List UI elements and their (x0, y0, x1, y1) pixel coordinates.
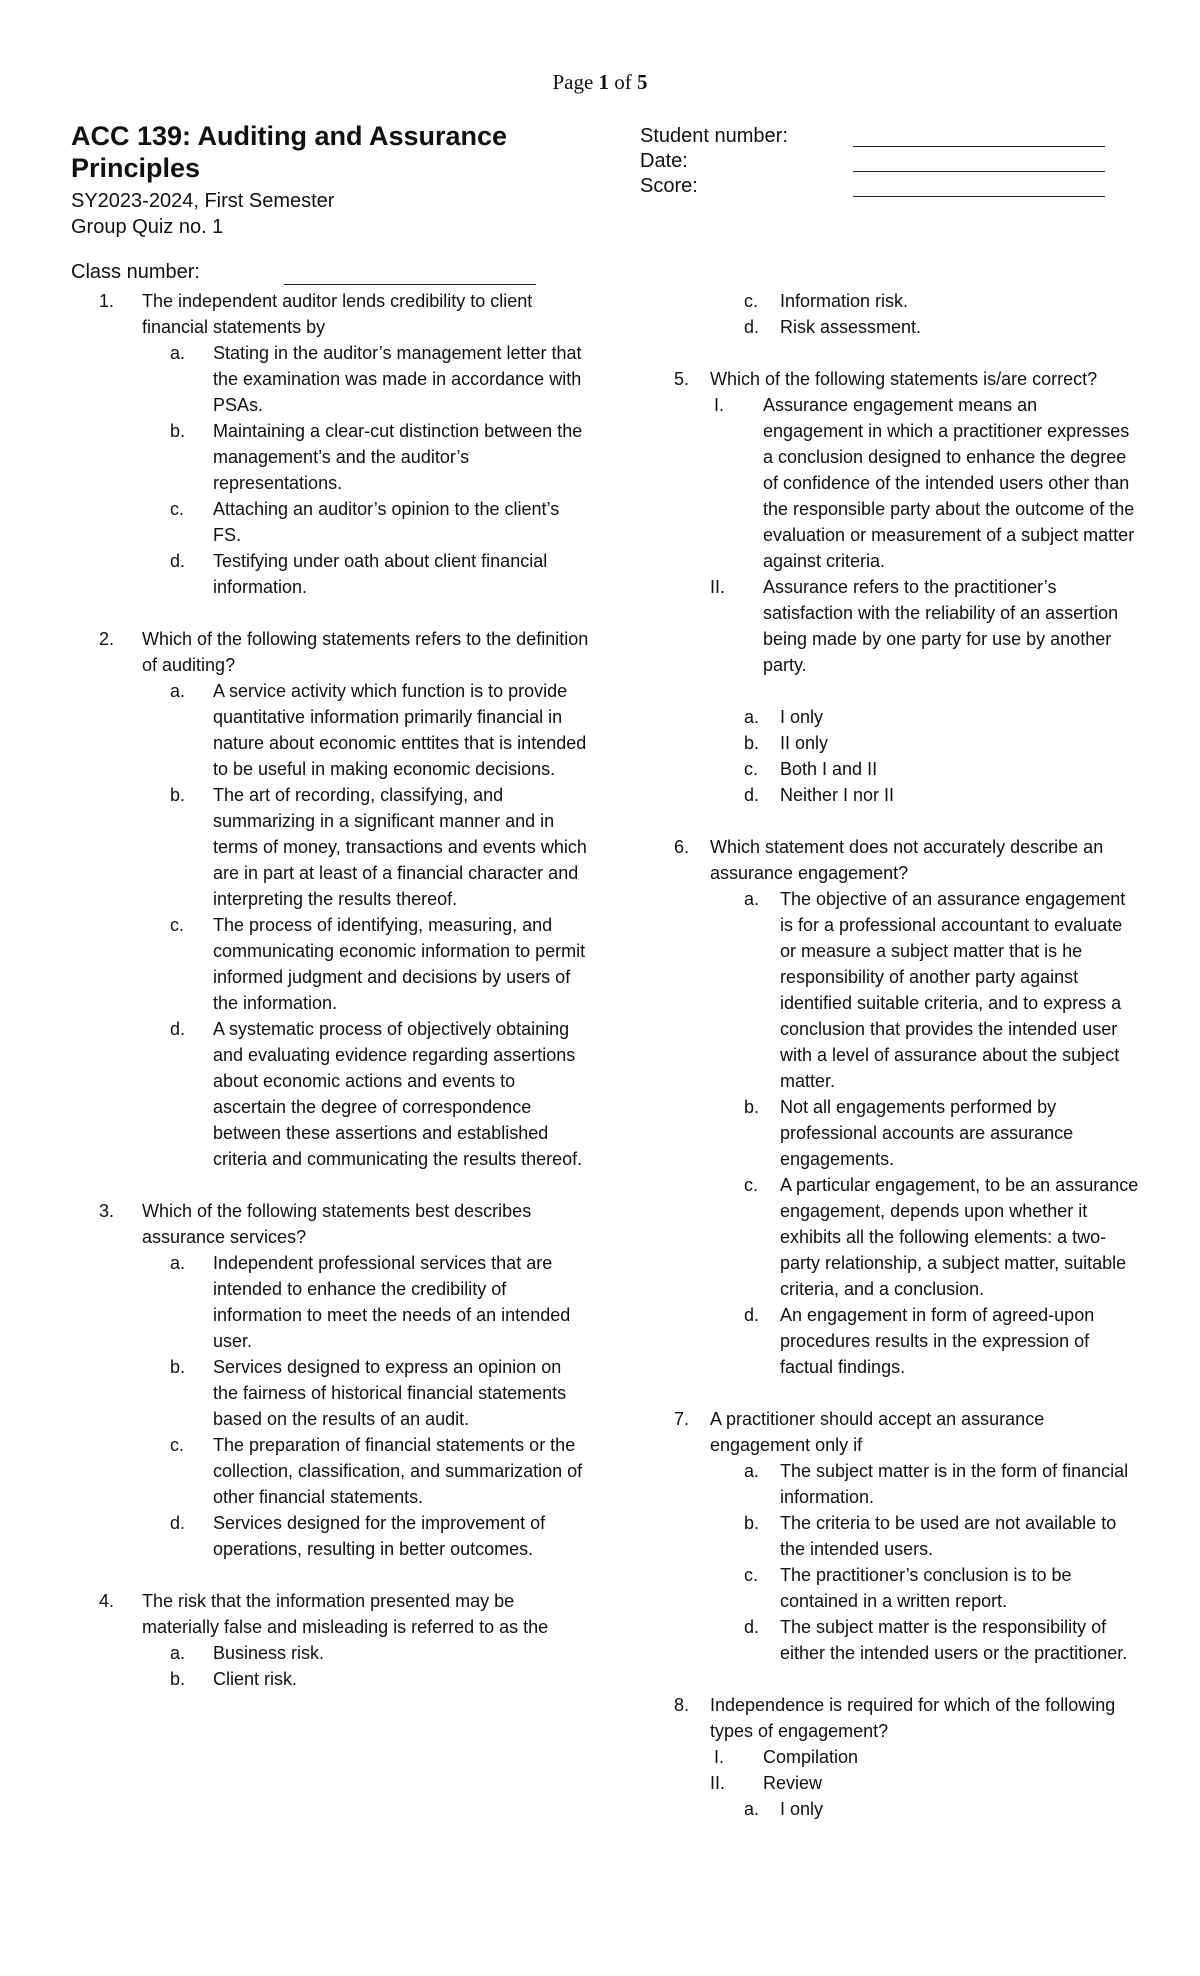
statement-text: Review (763, 1773, 823, 1793)
option-text: Testifying under oath about client financial information. (213, 551, 548, 597)
option-label: b. (744, 1513, 760, 1533)
semester: SY2023-2024, First Semester (71, 190, 335, 212)
option-label: a. (170, 343, 186, 363)
option-a[interactable] (640, 704, 1140, 730)
question-4-options-continued (640, 288, 1140, 340)
page-of: of (614, 70, 632, 94)
option-text: Maintaining a clear-cut distinction between the management’s and the auditor’s representations. (213, 421, 583, 493)
option-label: b. (170, 1357, 186, 1377)
option-label: b. (170, 1669, 186, 1689)
option-label: c. (744, 1565, 759, 1585)
option-text: Services designed for the improvement of operations, resulting in better outcomes. (213, 1513, 546, 1559)
option-b[interactable] (71, 782, 591, 912)
option-label: c. (170, 915, 185, 935)
question-number: 4. (99, 1591, 115, 1611)
question-3 (71, 1198, 591, 1250)
option-label: a. (744, 889, 760, 909)
option-label: d. (744, 317, 760, 337)
option-text: A service activity which function is to provide quantitative information primarily financial in nature about economic enttites that is intended to be useful in making economic decisions. (213, 681, 587, 779)
option-b[interactable] (640, 1510, 1140, 1562)
option-d[interactable] (640, 782, 1140, 808)
statement-ii (640, 1770, 1140, 1796)
option-text: Attaching an auditor’s opinion to the client’s FS. (213, 499, 560, 545)
statement-label: I. (714, 395, 725, 415)
question-6 (640, 834, 1140, 886)
date-field (640, 149, 788, 174)
option-text: The objective of an assurance engagement is for a professional accountant to evaluate or measure a subject matter that is he responsibility of another party against identified suitable criteria, and to express a conclusion that provides the intended user with a level of assurance about the subject matter. (780, 889, 1126, 1091)
option-d[interactable] (640, 314, 1140, 340)
option-label: c. (744, 759, 759, 779)
option-label: c. (170, 1435, 185, 1455)
question-5-options (640, 704, 1140, 808)
question-8-options (640, 1796, 1140, 1822)
student-fields (640, 124, 788, 199)
option-c[interactable] (640, 1562, 1140, 1614)
statement-text: Assurance engagement means an engagement in which a practitioner expresses a conclusion designed to enhance the degree of confidence of the intended users other than the responsible party about the outcome of the evaluation or measurement of a subject matter against criteria. (763, 395, 1135, 571)
option-text: Services designed to express an opinion on the fairness of historical financial statements based on the results of an audit. (213, 1357, 567, 1429)
option-d[interactable] (71, 548, 591, 600)
question-8 (640, 1692, 1140, 1744)
question-number: 3. (99, 1201, 115, 1221)
option-text: The subject matter is in the form of financial information. (780, 1461, 1129, 1507)
field-label: Student number: (640, 125, 788, 147)
option-label: c. (170, 499, 185, 519)
option-text: A systematic process of objectively obtaining and evaluating evidence regarding assertions about economic actions and events to ascertain the degree of correspondence between these assertions and established criteria and communicating the results thereof. (213, 1019, 583, 1169)
question-7 (640, 1406, 1140, 1458)
question-2 (71, 626, 591, 678)
option-c[interactable] (640, 1172, 1140, 1302)
page-label: Page (552, 70, 594, 94)
option-text: A particular engagement, to be an assurance engagement, depends upon whether it exhibits all the following elements: a two-party relationship, a subject matter, suitable criteria, and a conclusion. (780, 1175, 1139, 1299)
option-label: a. (170, 1253, 186, 1273)
option-b[interactable] (71, 1666, 591, 1692)
option-c[interactable] (71, 1432, 591, 1510)
statement-label: II. (710, 1773, 726, 1793)
option-text: Both I and II (780, 759, 878, 779)
right-column (640, 288, 1140, 1822)
statement-ii (640, 574, 1140, 678)
statement-label: I. (714, 1747, 725, 1767)
question-4-options (71, 1640, 591, 1692)
question-4 (71, 1588, 591, 1640)
statement-text: Compilation (763, 1747, 859, 1767)
option-label: d. (744, 785, 760, 805)
option-b[interactable] (640, 1094, 1140, 1172)
question-1 (71, 288, 591, 340)
option-text: II only (780, 733, 829, 753)
question-text: Which of the following statements is/are correct? (710, 369, 1098, 389)
option-a[interactable] (71, 678, 591, 782)
option-a[interactable] (71, 1640, 591, 1666)
option-text: The subject matter is the responsibility of either the intended users or the practitioner. (780, 1617, 1128, 1663)
class-number-label: Class number: (71, 261, 200, 283)
question-number: 5. (674, 369, 690, 389)
page-total: 5 (637, 70, 648, 94)
statement-i (640, 392, 1140, 574)
statement-i (640, 1744, 1140, 1770)
option-text: Neither I nor II (780, 785, 895, 805)
option-text: Not all engagements performed by professional accounts are assurance engagements. (780, 1097, 1074, 1169)
question-text: The risk that the information presented may be materially false and misleading is referred to as the (142, 1591, 549, 1637)
score-blank[interactable] (853, 195, 1105, 197)
option-text: Information risk. (780, 291, 909, 311)
option-b[interactable] (71, 1354, 591, 1432)
option-label: c. (744, 291, 759, 311)
option-text: Client risk. (213, 1669, 298, 1689)
question-number: 2. (99, 629, 115, 649)
option-text: An engagement in form of agreed-upon procedures results in the expression of factual findings. (780, 1305, 1095, 1377)
left-column (71, 288, 591, 1692)
option-text: The art of recording, classifying, and summarizing in a significant manner and in terms of money, transactions and events which are in part at least of a financial character and interpreting the results thereof. (213, 785, 587, 909)
question-text: Which of the following statements best describes assurance services? (142, 1201, 532, 1247)
question-number: 6. (674, 837, 690, 857)
question-text: Independence is required for which of the following types of engagement? (710, 1695, 1116, 1741)
option-a[interactable] (640, 1458, 1140, 1510)
question-5 (640, 366, 1140, 392)
option-a[interactable] (71, 340, 591, 418)
class-number-field (71, 261, 200, 284)
quiz-name: Group Quiz no. 1 (71, 216, 224, 238)
option-text: The preparation of financial statements or the collection, classification, and summarization of other financial statements. (213, 1435, 583, 1507)
option-d[interactable] (640, 1614, 1140, 1666)
option-d[interactable] (640, 1302, 1140, 1380)
question-8-statements (640, 1744, 1140, 1796)
option-text: Risk assessment. (780, 317, 922, 337)
question-text: Which statement does not accurately describe an assurance engagement? (710, 837, 1104, 883)
option-d[interactable] (71, 1510, 591, 1562)
option-label: b. (744, 1097, 760, 1117)
question-1-options (71, 340, 591, 600)
question-text: The independent auditor lends credibility to client financial statements by (142, 291, 533, 337)
question-6-options (640, 886, 1140, 1380)
option-label: a. (170, 1643, 186, 1663)
option-text: I only (780, 1799, 824, 1819)
page-indicator (0, 70, 1200, 95)
class-number-blank[interactable] (284, 283, 536, 285)
option-label: a. (744, 1799, 760, 1819)
option-text: Business risk. (213, 1643, 325, 1663)
option-c[interactable] (71, 496, 591, 548)
question-5-statements (640, 392, 1140, 678)
question-7-options (640, 1458, 1140, 1666)
question-number: 7. (674, 1409, 690, 1429)
option-label: a. (744, 707, 760, 727)
statement-label: II. (710, 577, 726, 597)
question-text: A practitioner should accept an assurance engagement only if (710, 1409, 1045, 1455)
question-text: Which of the following statements refers to the definition of auditing? (142, 629, 589, 675)
option-b[interactable] (640, 730, 1140, 756)
student-number-blank[interactable] (853, 145, 1105, 147)
quiz-info (71, 188, 334, 240)
option-label: d. (170, 551, 186, 571)
page-current: 1 (598, 70, 610, 94)
option-label: b. (170, 421, 186, 441)
option-label: d. (170, 1513, 186, 1533)
option-a[interactable] (640, 886, 1140, 1094)
option-label: a. (170, 681, 186, 701)
option-text: The criteria to be used are not available to the intended users. (780, 1513, 1117, 1559)
option-label: c. (744, 1175, 759, 1195)
option-label: a. (744, 1461, 760, 1481)
question-2-options (71, 678, 591, 1172)
option-c[interactable] (71, 912, 591, 1016)
option-text: The process of identifying, measuring, and communicating economic information to permit informed judgment and decisions by users of the information. (213, 915, 586, 1013)
field-label: Date: (640, 150, 688, 172)
score-field (640, 174, 788, 199)
option-label: d. (744, 1305, 760, 1325)
option-c[interactable] (640, 756, 1140, 782)
option-a[interactable] (71, 1250, 591, 1354)
option-label: b. (744, 733, 760, 753)
option-b[interactable] (71, 418, 591, 496)
option-label: d. (744, 1617, 760, 1637)
option-text: Stating in the auditor’s management letter that the examination was made in accordance with PSAs. (213, 343, 582, 415)
option-text: The practitioner’s conclusion is to be contained in a written report. (780, 1565, 1072, 1611)
student-number-field (640, 124, 788, 149)
question-number: 8. (674, 1695, 690, 1715)
statement-text: Assurance refers to the practitioner’s satisfaction with the reliability of an assertion being made by one party for use by another party. (763, 577, 1119, 675)
option-c[interactable] (640, 288, 1140, 314)
option-label: b. (170, 785, 186, 805)
option-text: Independent professional services that are intended to enhance the credibility of information to meet the needs of an intended user. (213, 1253, 571, 1351)
question-number: 1. (99, 291, 115, 311)
option-text: I only (780, 707, 824, 727)
date-blank[interactable] (853, 170, 1105, 172)
option-a[interactable] (640, 1796, 1140, 1822)
field-label: Score: (640, 175, 698, 197)
course-title: ACC 139: Auditing and Assurance Principles (71, 121, 508, 183)
option-label: d. (170, 1019, 186, 1039)
option-d[interactable] (71, 1016, 591, 1172)
question-3-options (71, 1250, 591, 1562)
